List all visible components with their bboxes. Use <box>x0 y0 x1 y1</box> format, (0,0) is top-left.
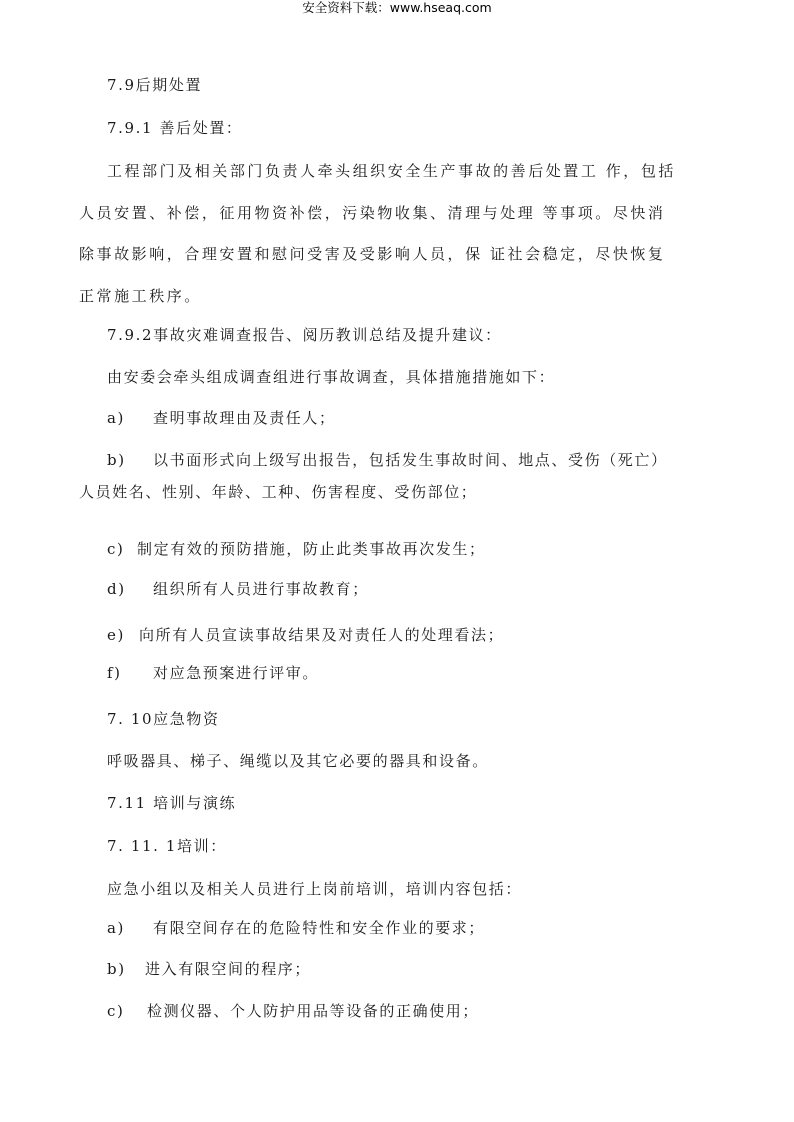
section-7-9-2-intro: 由安委会牵头组成调查组进行事故调查，具体措施措施如下： <box>107 368 556 386</box>
list-item <box>107 579 369 599</box>
list-item-text: 向所有人员宣读事故结果及对责任人的处理看法； <box>139 626 505 644</box>
list-item-label: c) <box>107 540 125 558</box>
list-item-text: 以书面形式向上级写出报告，包括发生事故时间、地点、受伤（死亡） <box>153 451 668 469</box>
list-item-label: d) <box>107 580 126 598</box>
list-item-text: 查明事故理由及责任人； <box>153 409 336 427</box>
section-7-9-heading: 7.9后期处置 <box>107 76 203 94</box>
list-item <box>107 450 668 470</box>
list-item <box>107 918 485 938</box>
list-item-text: 制定有效的预防措施，防止此类事故再次发生； <box>137 540 486 558</box>
list-item-label: e) <box>107 626 125 644</box>
paragraph-line: 人员安置、补偿，征用物资补偿，污染物收集、清理与处理 等事项。尽快消 <box>79 204 666 222</box>
section-7-11-heading: 7.11 培训与演练 <box>107 794 237 812</box>
list-item-label: a) <box>107 919 125 937</box>
paragraph-line: 正常施工秩序。 <box>79 287 202 305</box>
list-item <box>107 1001 479 1021</box>
list-item-label: f) <box>107 664 122 682</box>
paragraph-line: 工程部门及相关部门负责人牵头组织安全生产事故的善后处置工 作，包括 <box>107 162 676 180</box>
section-7-9-1-heading: 7.9.1 善后处置： <box>107 119 243 137</box>
section-7-11-1-heading: 7. 11. 1培训： <box>107 837 227 855</box>
list-item-label: a) <box>107 409 125 427</box>
list-item <box>107 539 486 559</box>
list-item-text: 对应急预案进行评审。 <box>153 664 320 682</box>
list-item <box>107 663 319 683</box>
list-item-continuation: 人员姓名、性别、年龄、工种、伤害程度、受伤部位； <box>79 483 478 501</box>
list-item-text: 检测仪器、个人防护用品等设备的正确使用； <box>147 1002 480 1020</box>
list-item <box>107 959 311 979</box>
list-item <box>107 408 336 428</box>
section-7-10-heading: 7. 10应急物资 <box>107 710 220 728</box>
list-item-text: 进入有限空间的程序； <box>145 960 312 978</box>
list-item-label: b) <box>107 960 126 978</box>
section-7-9-2-heading: 7.9.2事故灾难调查报告、阅历教训总结及提升建议： <box>107 326 502 344</box>
download-header: 安全资料下载：www.hseaq.com <box>302 0 492 15</box>
list-item <box>107 625 504 645</box>
section-7-11-1-intro: 应急小组以及相关人员进行上岗前培训，培训内容包括： <box>107 880 523 898</box>
list-item-text: 组织所有人员进行事故教育； <box>153 580 369 598</box>
list-item-label: b) <box>107 451 126 469</box>
list-item-label: c) <box>107 1002 125 1020</box>
list-item-text: 有限空间存在的危险特性和安全作业的要求； <box>153 919 486 937</box>
section-7-10-text: 呼吸器具、梯子、绳缆以及其它必要的器具和设备。 <box>107 752 489 770</box>
paragraph-line: 除事故影响，合理安置和慰问受害及受影响人员，保 证社会稳定，尽快恢复 <box>79 245 666 263</box>
